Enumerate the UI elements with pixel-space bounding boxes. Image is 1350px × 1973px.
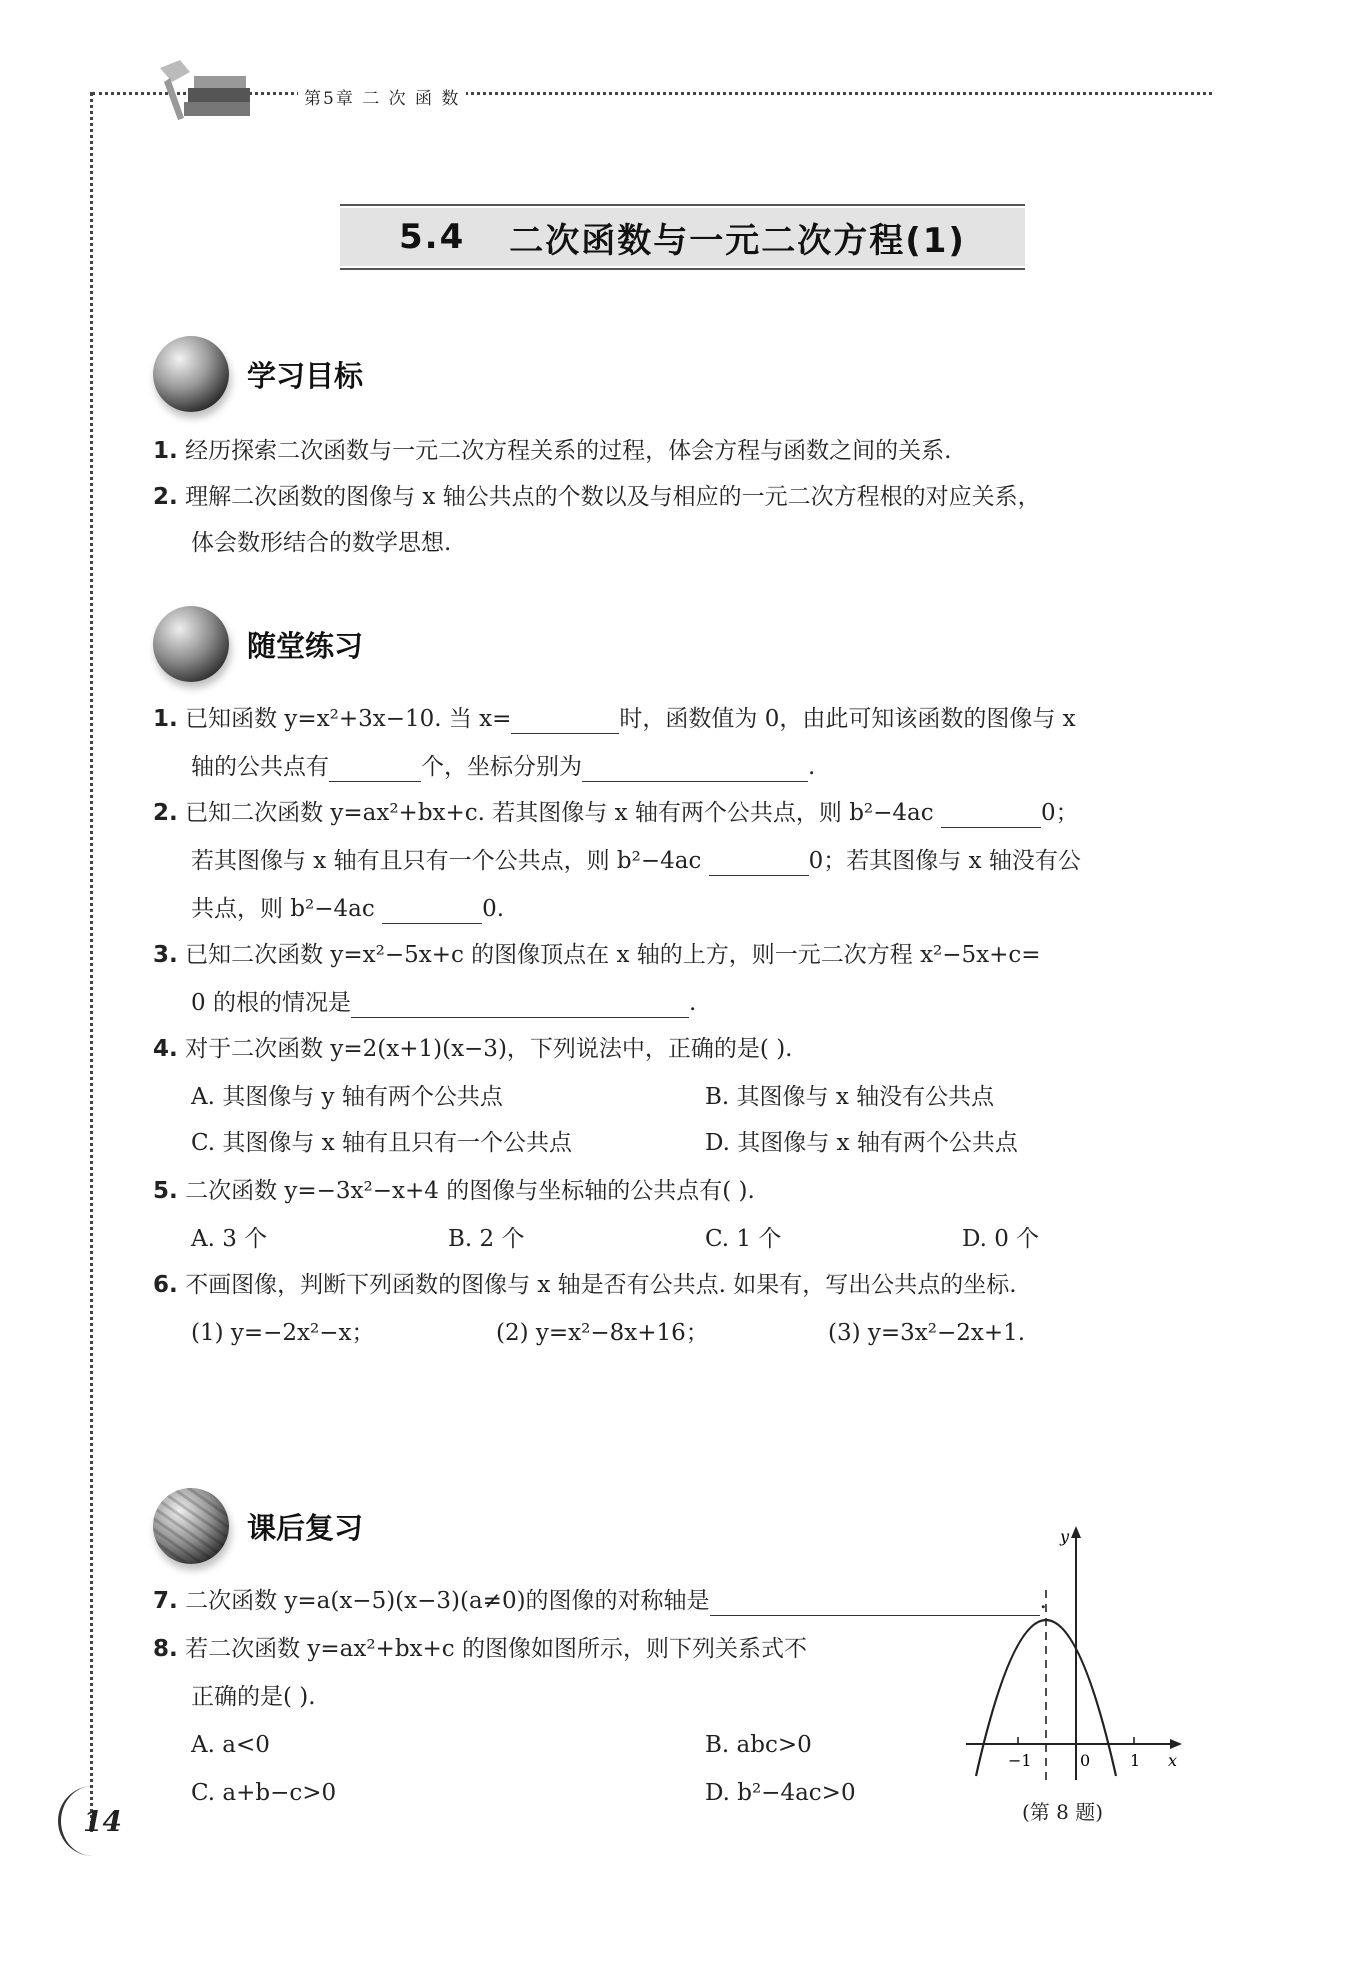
objectives-heading-text: 学习目标 (247, 358, 364, 393)
q6-part-3: (3) y=3x²−2x+1. (828, 1320, 1026, 1346)
q8-option-b[interactable]: B. abc>0 (705, 1732, 812, 1758)
question-2-cont2: 共点，则 b²−4ac 0. (191, 896, 505, 922)
review-heading (153, 1488, 363, 1564)
question-3: 3. 已知二次函数 y=x²−5x+c 的图像顶点在 x 轴的上方，则一元二次方程 x²−5x+c= (153, 942, 1041, 968)
objective-1: 1. 经历探索二次函数与一元二次方程关系的过程，体会方程与函数之间的关系. (153, 438, 952, 464)
answer-blank[interactable] (511, 709, 619, 734)
answer-blank[interactable] (329, 757, 421, 782)
q4-option-d[interactable]: D. 其图像与 x 轴有两个公共点 (705, 1130, 1018, 1156)
review-heading-text: 课后复习 (247, 1510, 364, 1545)
section-number: 5.4 (399, 217, 466, 257)
question-4: 4. 对于二次函数 y=2(x+1)(x−3)，下列说法中，正确的是( ). (153, 1036, 793, 1062)
question-3-cont: 0 的根的情况是 . (191, 990, 697, 1016)
objectives-heading (153, 336, 363, 412)
question-6: 6. 不画图像，判断下列函数的图像与 x 轴是否有公共点. 如果有，写出公共点的坐标. (153, 1272, 1017, 1298)
books-logo-icon (150, 58, 260, 128)
q5-option-b[interactable]: B. 2 个 (448, 1226, 525, 1252)
question-2-cont: 若其图像与 x 轴有且只有一个公共点，则 b²−4ac 0；若其图像与 x 轴没有公 (191, 848, 1081, 874)
answer-blank[interactable] (382, 899, 482, 924)
q5-option-a[interactable]: A. 3 个 (191, 1226, 268, 1252)
answer-blank[interactable] (582, 757, 808, 782)
practice-heading (153, 606, 363, 682)
q8-option-c[interactable]: C. a+b−c>0 (191, 1780, 337, 1806)
y-axis-arrow-icon (1071, 1526, 1081, 1538)
globe-icon (153, 606, 229, 682)
q8-parabola-figure (958, 1518, 1190, 1808)
objective-2-cont: 体会数形结合的数学思想. (191, 530, 452, 556)
title-bottom-rule (340, 268, 1025, 270)
q5-option-c[interactable]: C. 1 个 (705, 1226, 782, 1252)
figure-caption: (第 8 题) (1022, 1800, 1104, 1824)
q6-part-2: (2) y=x²−8x+16； (496, 1320, 709, 1346)
question-2: 2. 已知二次函数 y=ax²+bx+c. 若其图像与 x 轴有两个公共点，则 b²−4ac 0； (153, 800, 1079, 826)
section-title (340, 208, 1025, 266)
margin-dotted-rule (90, 92, 93, 1832)
practice-heading-text: 随堂练习 (247, 628, 364, 663)
q5-option-d[interactable]: D. 0 个 (962, 1226, 1040, 1252)
x-axis-label: x (1168, 1751, 1178, 1770)
objective-2: 2. 理解二次函数的图像与 x 轴公共点的个数以及与相应的一元二次方程根的对应关系， (153, 484, 1041, 510)
q4-option-a[interactable]: A. 其图像与 y 轴有两个公共点 (191, 1084, 503, 1110)
sphere-grid-icon (153, 1488, 229, 1564)
question-1-cont: 轴的公共点有 个，坐标分别为 . (191, 754, 816, 780)
answer-blank[interactable] (941, 803, 1041, 828)
section-title-text: 二次函数与一元二次方程(1) (509, 220, 966, 261)
page-number: 14 (58, 1786, 128, 1856)
answer-blank[interactable] (351, 993, 689, 1018)
tick-label-neg-one: −1 (1008, 1751, 1032, 1770)
q8-option-a[interactable]: A. a<0 (191, 1732, 270, 1758)
question-7: 7. 二次函数 y=a(x−5)(x−3)(a≠0)的图像的对称轴是 . (153, 1588, 1047, 1614)
sphere-icon (153, 336, 229, 412)
q8-option-d[interactable]: D. b²−4ac>0 (705, 1780, 856, 1806)
answer-blank[interactable] (709, 851, 809, 876)
question-8-cont: 正确的是( ). (191, 1684, 316, 1710)
x-axis-arrow-icon (1170, 1739, 1182, 1749)
parabola-curve (976, 1620, 1116, 1776)
question-5: 5. 二次函数 y=−3x²−x+4 的图像与坐标轴的公共点有( ). (153, 1178, 755, 1204)
q6-part-1: (1) y=−2x²−x； (191, 1320, 375, 1346)
title-top-rule (340, 204, 1025, 206)
q4-option-b[interactable]: B. 其图像与 x 轴没有公共点 (705, 1084, 995, 1110)
tick-label-one: 1 (1130, 1751, 1141, 1770)
chapter-header: 第5章 二 次 函 数 (298, 84, 466, 109)
header-dotted-rule (92, 92, 1212, 95)
question-8: 8. 若二次函数 y=ax²+bx+c 的图像如图所示，则下列关系式不 (153, 1636, 807, 1662)
tick-label-zero: 0 (1080, 1751, 1091, 1770)
y-axis-label: y (1060, 1527, 1070, 1546)
question-1: 1. 已知函数 y=x²+3x−10. 当 x= 时，函数值为 0，由此可知该函数的图像与 x (153, 706, 1076, 732)
q4-option-c[interactable]: C. 其图像与 x 轴有且只有一个公共点 (191, 1130, 572, 1156)
